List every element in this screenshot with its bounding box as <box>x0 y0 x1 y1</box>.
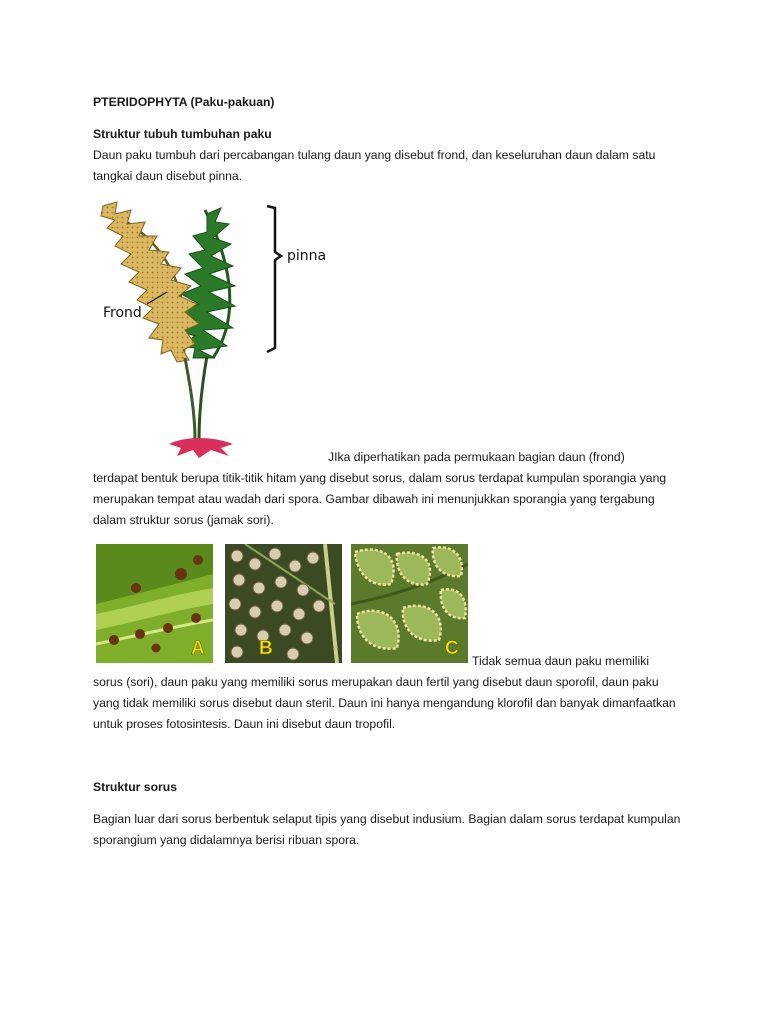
section-heading-sorus: Struktur sorus <box>93 780 177 794</box>
paragraph-fertile-sterile: sorus (sori), daun paku yang memiliki sorus merupakan daun fertil yang disebut daun sporofil, daun paku yang tidak memiliki sorus disebut daun steril. Daun ini hanya mengandung klorofil dan banyak dimanfaatkan untuk proses fotosintesis. Daun ini disebut daun tropofil. <box>93 675 676 731</box>
yellow-frond <box>101 202 199 362</box>
paragraph-fertile-lead: Tidak semua daun paku memiliki <box>472 654 650 668</box>
paragraph-sorus: terdapat bentuk berupa titik-titik hitam yang disebut sorus, dalam sorus terdapat kumpulan sporangia yang merupakan tempat atau wadah dari spora. Gambar dibawah ini menunjukkan sporangia yang tergabung dalam struktur sorus (jamak sori). <box>93 471 667 527</box>
paragraph-indusium: Bagian luar dari sorus berbentuk selaput tipis yang disebut indusium. Bagian dalam sorus terdapat kumpulan sporangium yang didalamnya berisi ribuan spora. <box>93 812 681 847</box>
rhizome <box>169 438 233 458</box>
section-heading-structure: Struktur tubuh tumbuhan paku <box>93 127 272 141</box>
paragraph-sorus-lead: JIka diperhatikan pada permukaan bagian daun (frond) <box>328 450 625 464</box>
label-pinna: pinna <box>287 248 327 264</box>
photo-label-c: C <box>445 638 459 659</box>
photo-b-sori <box>225 544 342 663</box>
pinna-bracket <box>267 206 281 352</box>
label-frond: Frond <box>103 305 142 321</box>
photo-c-sori <box>351 544 468 663</box>
page-title: PTERIDOPHYTA (Paku-pakuan) <box>93 95 275 109</box>
photo-label-b: B <box>259 638 273 659</box>
photo-a-sori <box>96 544 213 663</box>
fern-illustration <box>95 200 335 462</box>
photo-label-a: A <box>191 638 205 659</box>
stem <box>185 358 195 440</box>
paragraph-frond-pinna: Daun paku tumbuh dari percabangan tulang daun yang disebut frond, dan keseluruhan daun dalam satu tangkai daun disebut pinna. <box>93 148 656 183</box>
